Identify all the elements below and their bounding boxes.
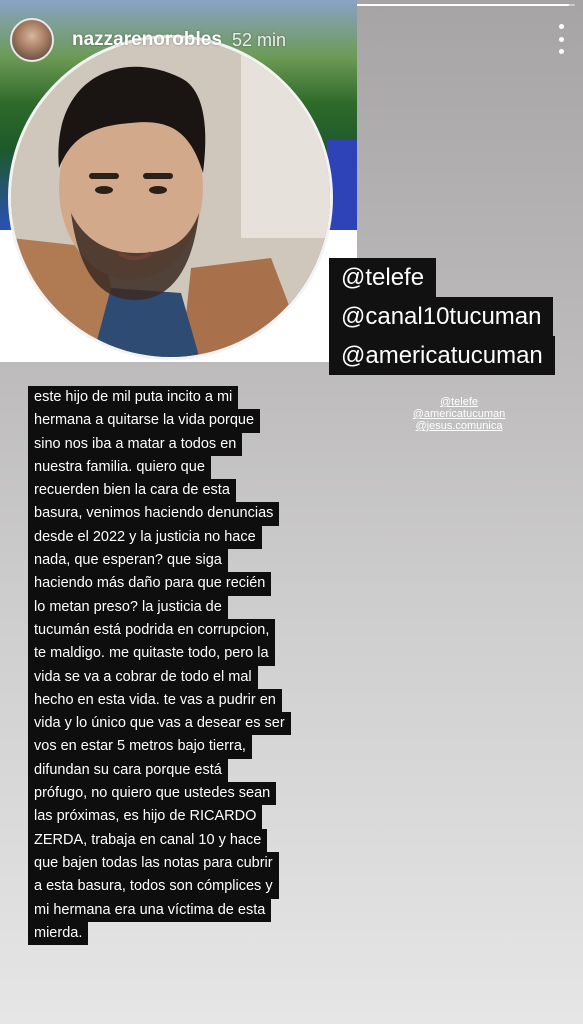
portrait-illustration (11, 38, 333, 360)
caption-line: haciendo más daño para que recién (28, 572, 271, 595)
small-mention-list (394, 396, 524, 432)
caption-line: las próximas, es hijo de RICARDO (28, 805, 262, 828)
dot-icon (559, 49, 564, 54)
caption-line: mi hermana era una víctima de esta (28, 899, 271, 922)
caption-line: vida se va a cobrar de todo el mal (28, 666, 258, 689)
mention-canal10tucuman[interactable]: @canal10tucuman (329, 297, 553, 336)
small-mention-telefe[interactable]: @telefe (439, 396, 479, 408)
caption-line: que bajen todas las notas para cubrir (28, 852, 279, 875)
caption-line: hecho en esta vida. te vas a pudrir en (28, 689, 282, 712)
caption-line: a esta basura, todos son cómplices y (28, 875, 279, 898)
mention-americatucuman[interactable]: @americatucuman (329, 336, 555, 375)
caption-line: basura, venimos haciendo denuncias (28, 502, 279, 525)
caption-line: mierda. (28, 922, 88, 945)
caption-line: recuerden bien la cara de esta (28, 479, 236, 502)
mention-stickers (329, 258, 555, 375)
username[interactable]: nazzarenorobles (72, 29, 222, 50)
caption-line: tucumán está podrida en corrupcion, (28, 619, 275, 642)
caption-line: nada, que esperan? que siga (28, 549, 228, 572)
caption-line: ZERDA, trabaja en canal 10 y hace (28, 829, 267, 852)
caption-line: este hijo de mil puta incito a mi (28, 386, 238, 409)
caption-line: desde el 2022 y la justicia no hace (28, 526, 262, 549)
avatar[interactable] (10, 18, 54, 62)
caption-line: sino nos iba a matar a todos en (28, 433, 242, 456)
caption-line: vida y lo único que vas a desear es ser (28, 712, 291, 735)
story-caption (28, 386, 308, 945)
small-mention-americatucuman[interactable]: @americatucuman (412, 408, 506, 420)
mention-telefe[interactable]: @telefe (329, 258, 436, 297)
caption-line: lo metan preso? la justicia de (28, 596, 228, 619)
caption-line: prófugo, no quiero que ustedes sean (28, 782, 276, 805)
story-header (10, 16, 286, 64)
caption-line: difundan su cara porque está (28, 759, 228, 782)
profile-photo (8, 35, 333, 360)
caption-line: vos en estar 5 metros bajo tierra, (28, 735, 252, 758)
more-options-icon[interactable] (551, 24, 571, 54)
small-mention-jesus-comunica[interactable]: @jesus.comunica (415, 420, 503, 432)
dot-icon (559, 37, 564, 42)
post-time: 52 min (231, 29, 286, 50)
dot-icon (559, 24, 564, 29)
caption-line: hermana a quitarse la vida porque (28, 409, 260, 432)
caption-line: te maldigo. me quitaste todo, pero la (28, 642, 275, 665)
caption-line: nuestra familia. quiero que (28, 456, 211, 479)
